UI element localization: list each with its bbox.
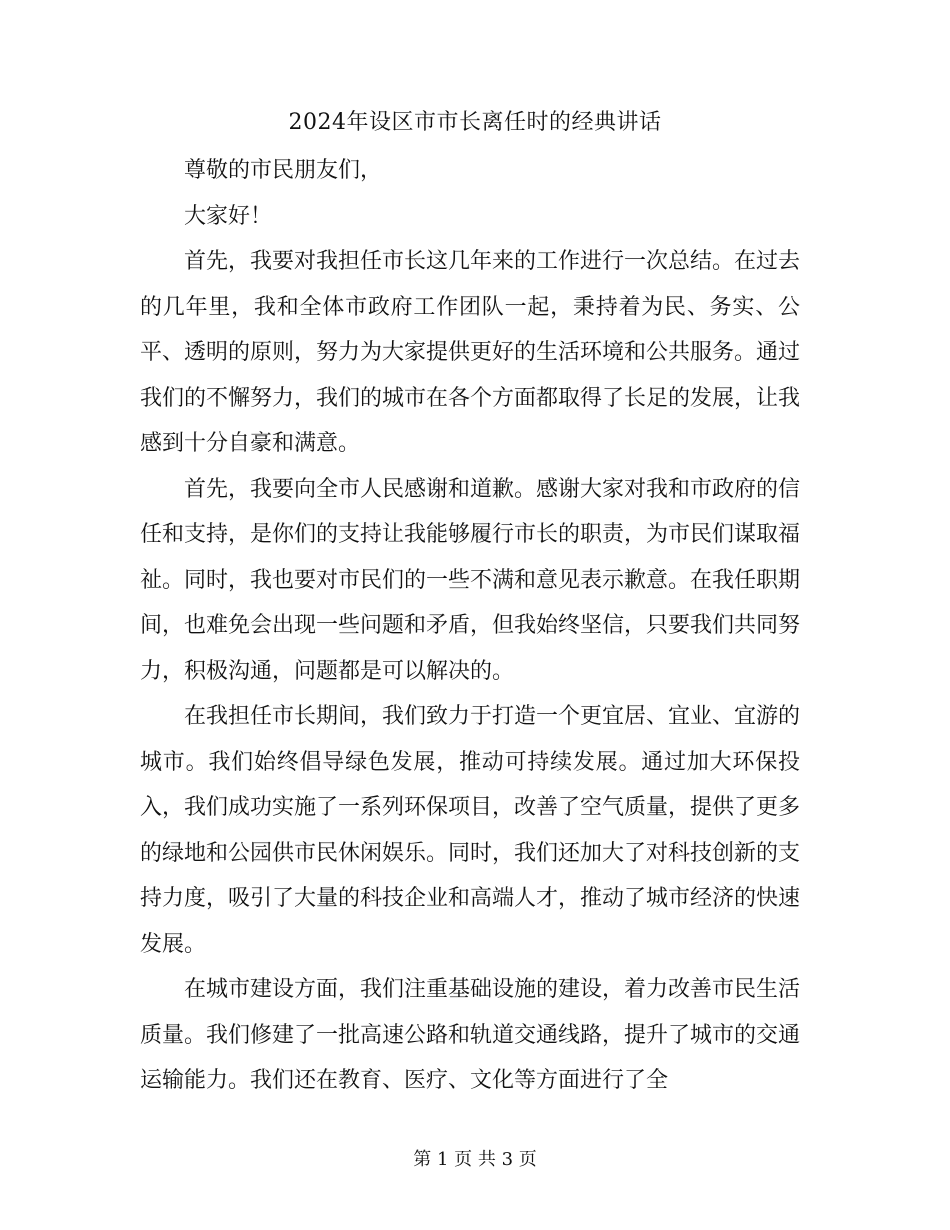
- body-paragraph: 在我担任市长期间，我们致力于打造一个更宜居、宜业、宜游的城市。我们始终倡导绿色发展，推动可持续发展。通过加大环保投入，我们成功实施了一系列环保项目，改善了空气质量，提供了更多的绿地和公园供市民休闲娱乐。同时，我们还加大了对科技创新的支持力度，吸引了大量的科技企业和高端人才，推动了城市经济的快速发展。: [140, 704, 801, 957]
- salutation: 尊敬的市民朋友们，: [184, 158, 383, 183]
- page-number-footer: 第 1 页 共 3 页: [413, 1149, 537, 1170]
- document-title: 2024年设区市市长离任时的经典讲话: [288, 110, 662, 135]
- body-paragraph: 首先，我要对我担任市长这几年来的工作进行一次总结。在过去的几年里，我和全体市政府工作团队一起，秉持着为民、务实、公平、透明的原则，努力为大家提供更好的生活环境和公共服务。通过我们的不懈努力，我们的城市在各个方面都取得了长足的发展，让我感到十分自豪和满意。: [140, 249, 801, 456]
- greeting: 大家好！: [184, 203, 273, 229]
- body-paragraph: 在城市建设方面，我们注重基础设施的建设，着力改善市民生活质量。我们修建了一批高速公路和轨道交通线路，提升了城市的交通运输能力。我们还在教育、医疗、文化等方面进行了全: [140, 977, 801, 1093]
- document-body: [140, 148, 800, 1104]
- body-paragraph: 首先，我要向全市人民感谢和道歉。感谢大家对我和市政府的信任和支持，是你们的支持让我能够履行市长的职责，为市民们谋取福祉。同时，我也要对市民们的一些不满和意见表示歉意。在我任职期间，也难免会出现一些问题和矛盾，但我始终坚信，只要我们共同努力，积极沟通，问题都是可以解决的。: [140, 476, 801, 684]
